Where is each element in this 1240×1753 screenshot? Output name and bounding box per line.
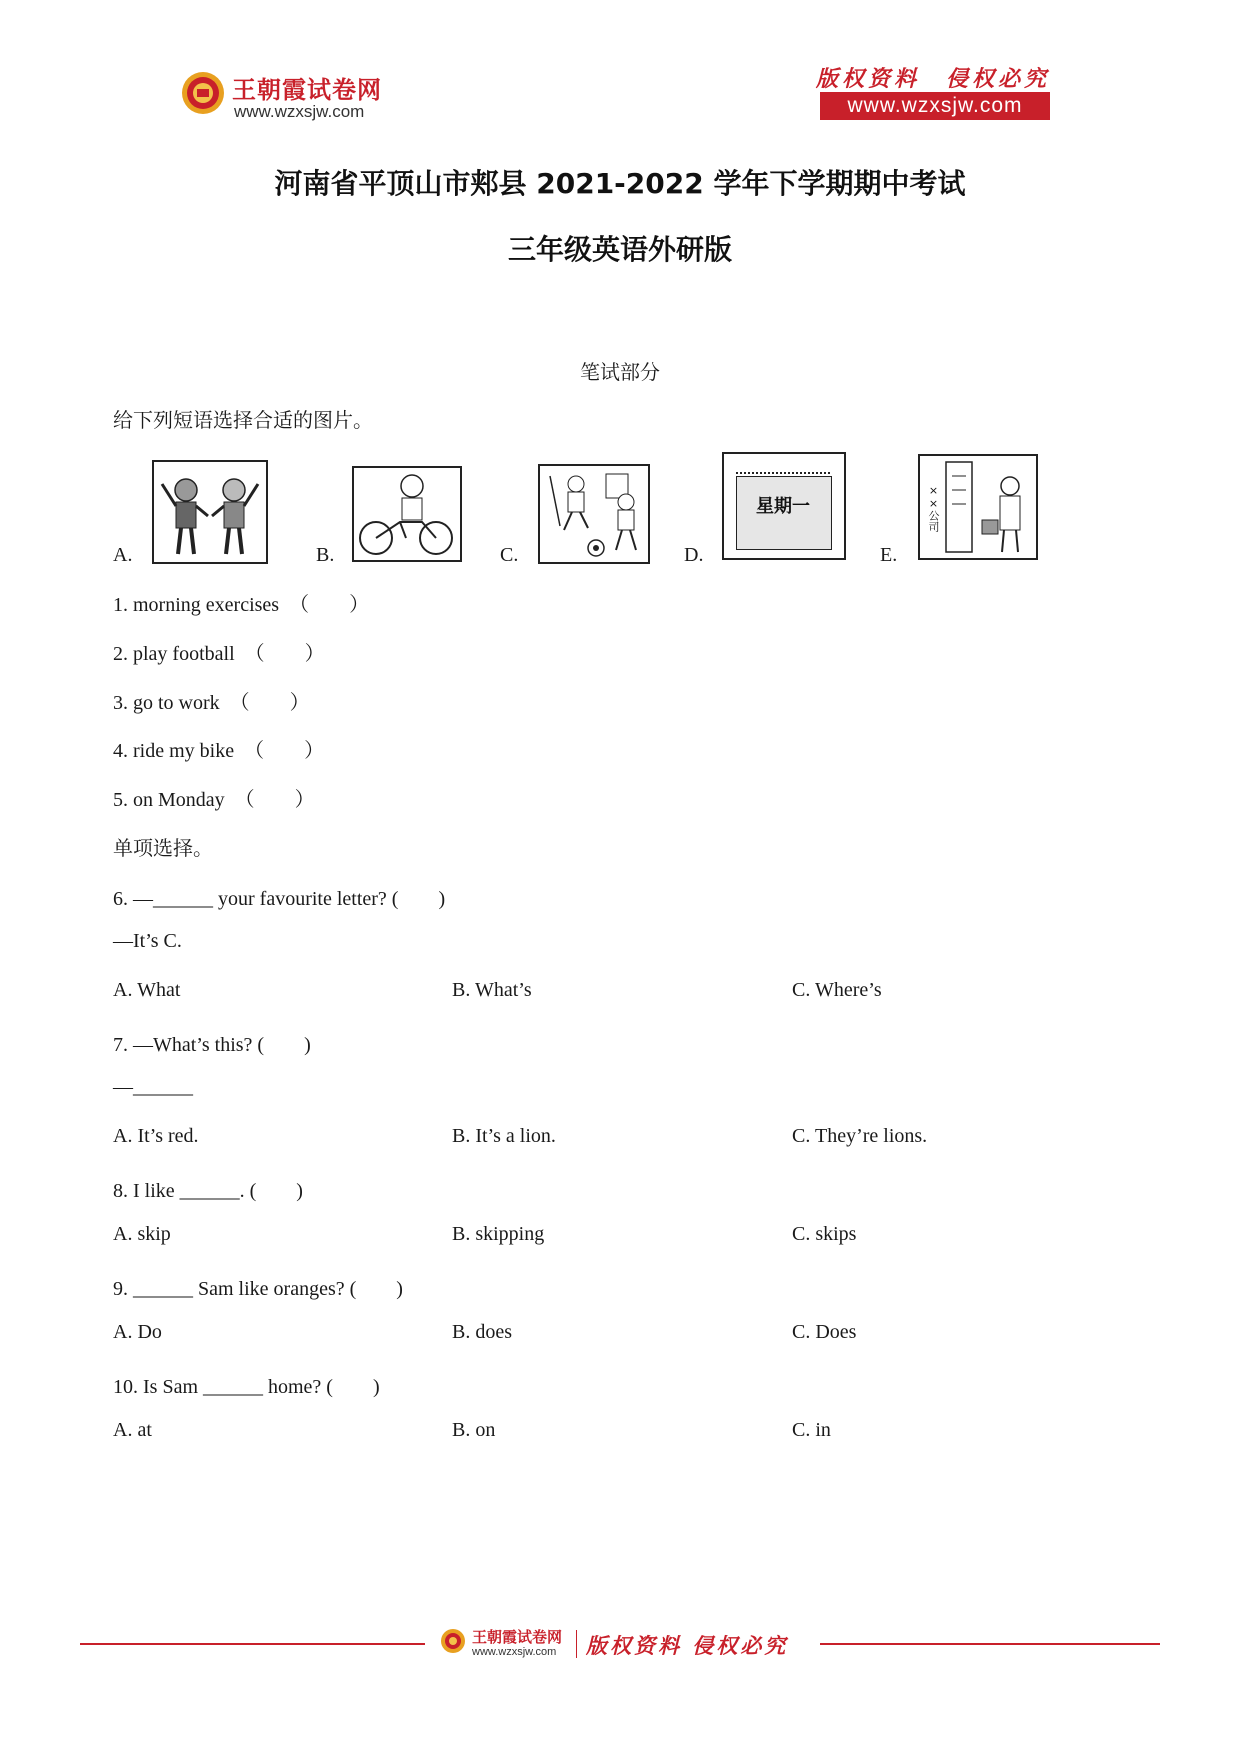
question-10-option-b: B. on xyxy=(452,1419,496,1441)
footer-stamp: 版权资料 侵权必究 xyxy=(586,1633,789,1658)
question-6-option-c: C. Where’s xyxy=(792,979,882,1001)
question-6-stem: 6. —______ your favourite letter? ( ) xyxy=(113,888,446,910)
question-7-stem: 7. —What’s this? ( ) xyxy=(113,1034,311,1056)
copyright-stamp: 版权资料 侵权必究 xyxy=(815,66,1050,92)
question-8-option-b: B. skipping xyxy=(452,1223,545,1245)
picture-play-football xyxy=(538,464,650,564)
page-title: 河南省平顶山市郏县 2021-2022 学年下学期期中考试 xyxy=(274,167,966,200)
question-7-answer-line: —______ xyxy=(113,1076,193,1098)
logo-name: 王朝霞试卷网 xyxy=(232,76,382,104)
question-9-option-c: C. Does xyxy=(792,1321,857,1343)
picture-label-d: D. xyxy=(684,544,704,566)
picture-label-c: C. xyxy=(500,544,519,566)
footer-logo xyxy=(440,1626,820,1666)
question-6-option-b: B. What’s xyxy=(452,979,532,1001)
footer-badge-icon xyxy=(440,1628,466,1654)
page-subtitle: 三年级英语外研版 xyxy=(507,233,732,266)
logo-url: www.wzxsjw.com xyxy=(234,102,365,121)
question-7-option-b: B. It’s a lion. xyxy=(452,1125,556,1147)
footer-logo-url: www.wzxsjw.com xyxy=(472,1646,557,1658)
question-10-option-a: A. at xyxy=(113,1419,152,1441)
logo-badge-icon xyxy=(180,70,226,116)
picture-morning-exercises xyxy=(152,460,268,564)
footer-separator xyxy=(576,1630,577,1658)
calendar-text: 星期一 xyxy=(756,496,810,517)
question-6-answer-line: —It’s C. xyxy=(113,930,182,952)
footer-rule-left xyxy=(80,1643,425,1645)
question-8-option-a: A. skip xyxy=(113,1223,171,1245)
company-sign: ××公司 xyxy=(927,484,940,532)
question-9-option-a: A. Do xyxy=(113,1321,162,1343)
header-stamp xyxy=(815,62,1050,124)
question-9-stem: 9. ______ Sam like oranges? ( ) xyxy=(113,1278,403,1300)
part1-instruction: 给下列短语选择合适的图片。 xyxy=(113,408,373,432)
header-logo xyxy=(180,68,410,126)
question-10-option-c: C. in xyxy=(792,1419,831,1441)
question-2: 2. play football （ ） xyxy=(113,643,325,665)
picture-label-e: E. xyxy=(880,544,898,566)
question-8-option-c: C. skips xyxy=(792,1223,857,1245)
picture-go-to-work xyxy=(918,454,1038,560)
question-6-option-a: A. What xyxy=(113,979,181,1001)
stamp-url: www.wzxsjw.com xyxy=(820,92,1050,120)
picture-ride-bike xyxy=(352,466,462,562)
question-10-stem: 10. Is Sam ______ home? ( ) xyxy=(113,1376,380,1398)
picture-label-a: A. xyxy=(113,544,133,566)
question-4: 4. ride my bike （ ） xyxy=(113,740,325,762)
footer-logo-name: 王朝霞试卷网 xyxy=(472,1628,563,1646)
question-9-option-b: B. does xyxy=(452,1321,512,1343)
part2-instruction: 单项选择。 xyxy=(113,836,213,860)
section-heading: 笔试部分 xyxy=(580,360,660,384)
question-7-option-a: A. It’s red. xyxy=(113,1125,199,1147)
question-8-stem: 8. I like ______. ( ) xyxy=(113,1180,303,1202)
picture-label-b: B. xyxy=(316,544,335,566)
picture-calendar xyxy=(722,452,846,560)
footer-rule-right xyxy=(820,1643,1160,1645)
question-3: 3. go to work （ ） xyxy=(113,692,310,714)
question-5: 5. on Monday （ ） xyxy=(113,789,315,811)
calendar-rings xyxy=(736,462,830,474)
question-1: 1. morning exercises （ ） xyxy=(113,594,370,616)
question-7-option-c: C. They’re lions. xyxy=(792,1125,928,1147)
